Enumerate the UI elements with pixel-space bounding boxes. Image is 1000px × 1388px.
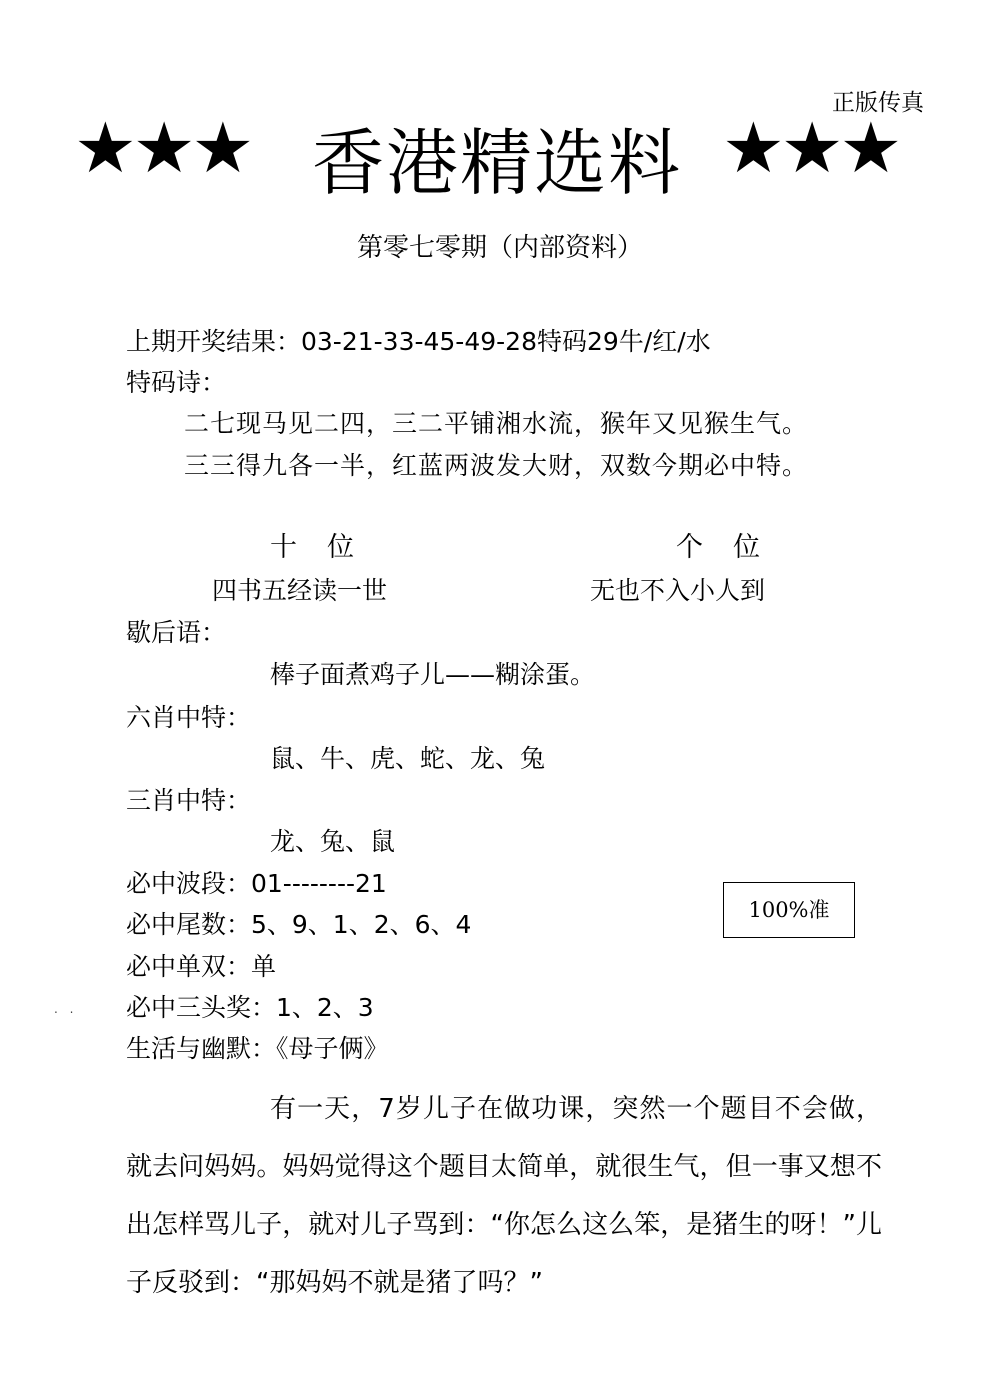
must-odd-even-line: 必中单双：单 — [126, 952, 277, 981]
poem-label: 特码诗： — [126, 368, 227, 397]
tens-position-text: 四书五经读一世 — [212, 576, 388, 605]
must-tail-line: 必中尾数：5、9、1、2、6、4 — [126, 910, 472, 939]
last-result-line: 上期开奖结果：03-21-33-45-49-28特码29牛/红/水 — [126, 327, 711, 356]
accuracy-badge: 100%准 — [723, 882, 855, 938]
ones-position-text: 无也不入小人到 — [590, 576, 766, 605]
page-title: 香港精选料 — [312, 121, 683, 205]
star-decoration-left: ★★★ — [74, 107, 251, 189]
three-zodiac-text: 龙、兔、鼠 — [270, 827, 396, 856]
ones-position-header: 个位 — [676, 532, 790, 563]
must-wave-line: 必中波段：01--------21 — [126, 869, 387, 898]
star-decoration-right: ★★★ — [722, 107, 899, 189]
tens-position-header: 十位 — [270, 532, 384, 563]
poem-line-2: 三三得九各一半，红蓝两波发大财，双数今期必中特。 — [184, 451, 809, 480]
humor-story: 有一天，7岁儿子在做功课，突然一个题目不会做，就去问妈妈。妈妈觉得这个题目太简单，就很生气，但一事又想不出怎样骂儿子，就对儿子骂到：“你怎么这么笨，是猪生的呀！”儿子反驳到：“那妈妈不就是猪了吗？” — [126, 1094, 882, 1298]
humor-label: 生活与幽默：《母子俩》 — [126, 1034, 389, 1063]
six-zodiac-label: 六肖中特： — [126, 703, 252, 732]
six-zodiac-text: 鼠、牛、虎、蛇、龙、兔 — [270, 744, 546, 773]
edition-tag: 正版传真 — [832, 90, 924, 116]
xiehouyu-text: 棒子面煮鸡子儿——糊涂蛋。 — [270, 660, 596, 689]
issue-subtitle: 第零七零期（内部资料） — [356, 233, 643, 263]
must-three-heads-line: 必中三头奖：1、2、3 — [126, 993, 374, 1022]
xiehouyu-label: 歇后语： — [126, 618, 227, 647]
stray-dots: . . — [54, 1002, 78, 1016]
poem-line-1: 二七现马见二四，三二平铺湘水流，猴年又见猴生气。 — [184, 409, 809, 438]
three-zodiac-label: 三肖中特： — [126, 786, 252, 815]
